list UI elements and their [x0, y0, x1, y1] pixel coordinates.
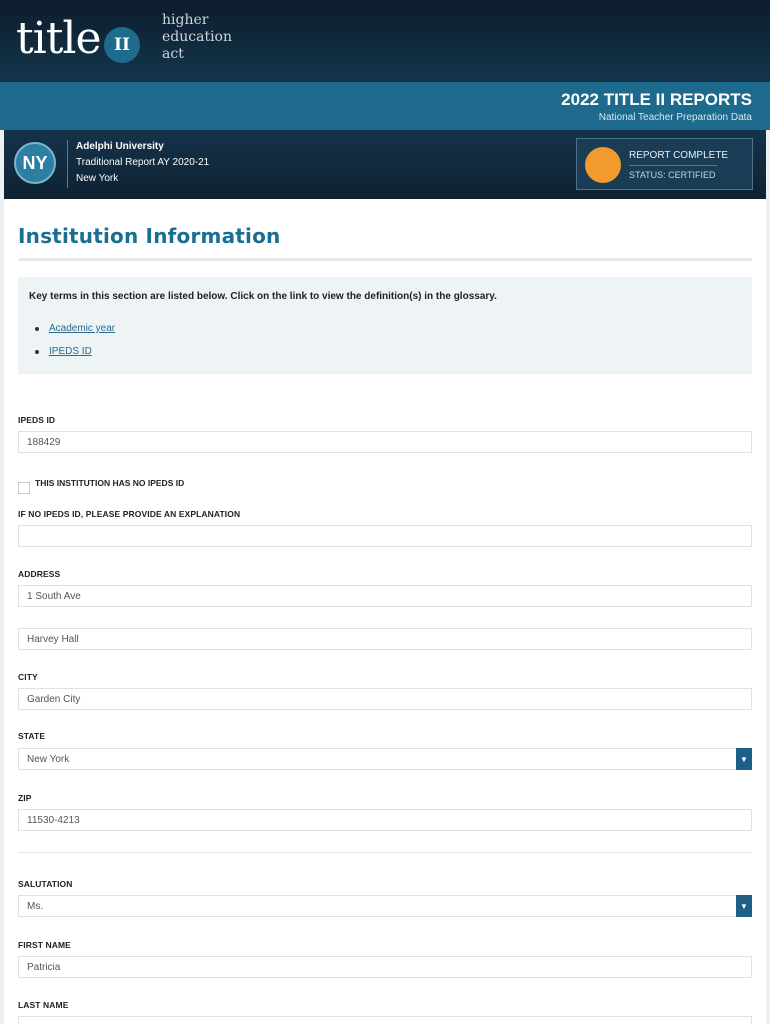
glossary-box [18, 277, 752, 374]
no-ipeds-checkbox-label[interactable]: THIS INSTITUTION HAS NO IPEDS ID [35, 478, 185, 488]
main-content [4, 199, 766, 1024]
report-status-box [576, 138, 753, 190]
logo-line-education: education [162, 29, 232, 45]
banner-divider [67, 140, 68, 188]
ipeds-id-link[interactable]: IPEDS ID [49, 346, 92, 357]
last-name-input[interactable] [18, 1016, 752, 1024]
reports-title: 2022 TITLE II REPORTS [561, 90, 752, 109]
state-label: STATE [18, 731, 46, 741]
report-type: Traditional Report AY 2020-21 [76, 157, 210, 168]
address-label: ADDRESS [18, 569, 61, 579]
site-header [0, 0, 770, 82]
reports-subtitle: National Teacher Preparation Data [598, 112, 752, 123]
city-label: CITY [18, 672, 38, 682]
first-name-input[interactable]: Patricia [18, 956, 752, 978]
chevron-down-icon[interactable]: ▼ [736, 895, 752, 917]
zip-label: ZIP [18, 793, 32, 803]
salutation-select-value: Ms. [27, 901, 44, 912]
explanation-label: IF NO IPEDS ID, PLEASE PROVIDE AN EXPLANATION [18, 509, 241, 519]
title-ii-logo-badge: II [104, 27, 140, 63]
academic-year-link[interactable]: Academic year [49, 323, 116, 334]
state-select-value: New York [27, 754, 70, 765]
glossary-intro: Key terms in this section are listed below. Click on the link to view the definition(s) in the glossary. [29, 291, 497, 302]
reports-bar [0, 82, 770, 130]
address-line1-input[interactable]: 1 South Ave [18, 585, 752, 607]
state-select[interactable] [18, 748, 752, 770]
institution-banner [4, 130, 766, 199]
no-ipeds-checkbox[interactable] [18, 482, 30, 494]
glossary-item-academic-year [35, 323, 115, 334]
city-input[interactable]: Garden City [18, 688, 752, 710]
status-indicator-icon [585, 147, 621, 183]
address-line2-input[interactable]: Harvey Hall [18, 628, 752, 650]
title-logo-word: title [16, 13, 101, 64]
ipeds-id-label: IPEDS ID [18, 415, 56, 425]
page-title: Institution Information [18, 224, 281, 248]
explanation-input[interactable] [18, 525, 752, 547]
status-complete-text: REPORT COMPLETE [629, 150, 729, 161]
glossary-item-ipeds-id [35, 346, 115, 357]
status-certified-text: STATUS: CERTIFIED [629, 170, 716, 180]
bullet-icon [35, 350, 39, 354]
zip-input[interactable]: 11530-4213 [18, 809, 752, 831]
state-badge: NY [14, 142, 56, 184]
title-divider [18, 258, 752, 261]
logo-line-act: act [162, 46, 184, 62]
institution-name: Adelphi University [76, 141, 164, 152]
salutation-select[interactable] [18, 895, 752, 917]
salutation-label: SALUTATION [18, 879, 73, 889]
first-name-label: FIRST NAME [18, 940, 71, 950]
last-name-label: LAST NAME [18, 1000, 69, 1010]
ipeds-id-input[interactable]: 188429 [18, 431, 752, 453]
status-rule [629, 165, 717, 166]
institution-details [76, 139, 209, 187]
section-divider [18, 852, 752, 853]
institution-state: New York [76, 173, 119, 184]
glossary-links [35, 323, 115, 369]
chevron-down-icon[interactable]: ▼ [736, 748, 752, 770]
higher-education-act-logo-text [162, 12, 232, 63]
logo-line-higher: higher [162, 12, 209, 28]
bullet-icon [35, 327, 39, 331]
